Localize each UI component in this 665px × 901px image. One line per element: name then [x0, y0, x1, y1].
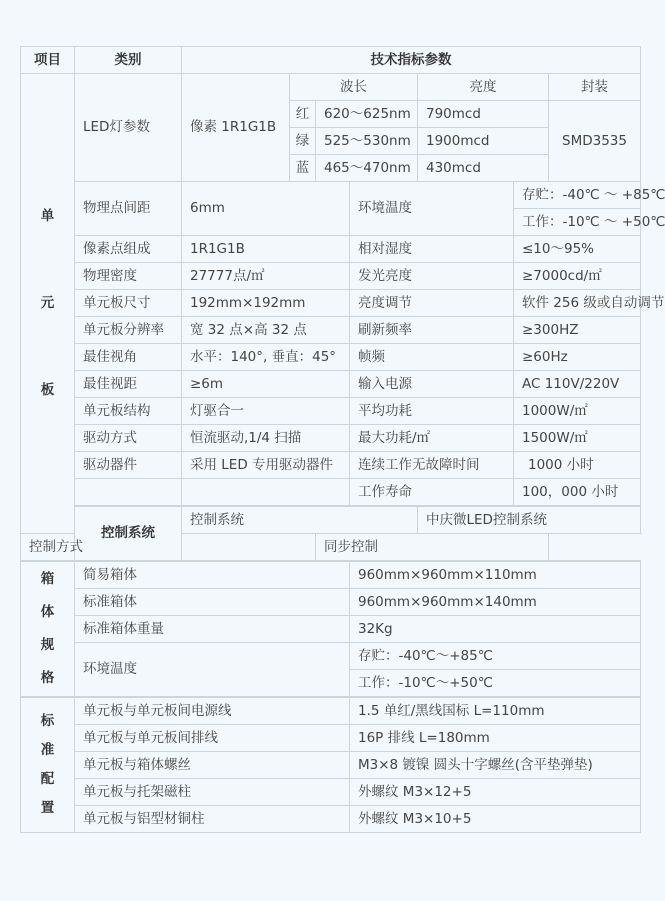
table-header-row: [21, 47, 641, 74]
cabinet-env-storage: 存贮：-40℃～+85℃: [350, 643, 641, 670]
life-label: 工作寿命: [350, 479, 514, 507]
led-params-label: LED灯参数: [75, 74, 182, 182]
spec-value: 192mm×192mm: [182, 290, 350, 317]
driver-label: 驱动器件: [75, 452, 182, 479]
table-row: [21, 561, 641, 589]
col-brightness: 亮度: [418, 74, 549, 101]
spec-key: 最佳视距: [75, 371, 182, 398]
table-row: [21, 344, 641, 371]
spec-key: 标准箱体重量: [75, 616, 350, 643]
spec-value: 水平：140°, 垂直：45°: [182, 344, 350, 371]
spec-value: 宽 32 点×高 32 点: [182, 317, 350, 344]
wavelength-green: 525～530nm: [316, 128, 418, 155]
spec-key: 单元板分辨率: [75, 317, 182, 344]
spec-key: 最佳视角: [75, 344, 182, 371]
spec-value: 960mm×960mm×140mm: [350, 589, 641, 616]
table-row: [21, 806, 641, 833]
spec-key: 标准箱体: [75, 589, 350, 616]
table-row: [21, 317, 641, 344]
table-row: [21, 589, 641, 616]
header-category: 类别: [75, 47, 182, 74]
color-red: 红: [290, 101, 316, 128]
table-row: [21, 182, 641, 209]
table-row: [21, 752, 641, 779]
spec-key: 物理密度: [75, 263, 182, 290]
package-value: SMD3535: [549, 101, 641, 182]
pitch-label: 物理点间距: [75, 182, 182, 236]
table-row: [21, 290, 641, 317]
spec-value: 外螺纹 M3×12+5: [350, 779, 641, 806]
spec-value: 16P 排线 L=180mm: [350, 725, 641, 752]
mtbf-label: 连续工作无故障时间: [350, 452, 514, 479]
spec-key: 单元板与单元板间电源线: [75, 697, 350, 725]
spec-value: ≤10～95%: [514, 236, 641, 263]
table-row: [21, 398, 641, 425]
driver-value: 采用 LED 专用驱动器件: [182, 452, 350, 479]
color-blue: 蓝: [290, 155, 316, 182]
spec-key: 平均功耗: [350, 398, 514, 425]
table-row: [21, 263, 641, 290]
color-green: 绿: [290, 128, 316, 155]
spec-key: 最大功耗/㎡: [350, 425, 514, 452]
table-row: [21, 479, 641, 507]
spec-value: 960mm×960mm×110mm: [350, 561, 641, 589]
spec-value: 1R1G1B: [182, 236, 350, 263]
wavelength-blue: 465～470nm: [316, 155, 418, 182]
table-row: [21, 371, 641, 398]
brightness-red: 790mcd: [418, 101, 549, 128]
spec-value: ≥7000cd/㎡: [514, 263, 641, 290]
env-temp-storage: 存贮：-40℃ ～ +85℃: [514, 182, 641, 209]
section-unit-board: 单 元 板: [21, 74, 75, 534]
brightness-green: 1900mcd: [418, 128, 549, 155]
spec-key: 单元板与单元板间排线: [75, 725, 350, 752]
brightness-blue: 430mcd: [418, 155, 549, 182]
env-temp-label: 环境温度: [350, 182, 514, 236]
section-standard: 标 准 配 置: [21, 697, 75, 833]
spec-value: ≥300HZ: [514, 317, 641, 344]
env-temp-work: 工作：-10℃ ～ +50℃: [514, 209, 641, 236]
spec-value: ≥6m: [182, 371, 350, 398]
table-row: [21, 643, 641, 670]
spec-value: 1500W/㎡: [514, 425, 641, 452]
spec-value: 27777点/㎡: [182, 263, 350, 290]
spec-key: 控制方式: [21, 534, 316, 562]
table-row: [21, 779, 641, 806]
spec-value: 中庆微LED控制系统: [418, 506, 641, 534]
spec-key: 相对湿度: [350, 236, 514, 263]
led-pixel: 像素 1R1G1B: [182, 74, 290, 182]
pitch-value: 6mm: [182, 182, 350, 236]
spec-key: 单元板尺寸: [75, 290, 182, 317]
header-spec: 技术指标参数: [182, 47, 641, 74]
spec-value: 软件 256 级或自动调节: [514, 290, 641, 317]
spec-key: 亮度调节: [350, 290, 514, 317]
table-row: [21, 616, 641, 643]
life-value: 100，000 小时: [514, 479, 641, 507]
empty-cell: [75, 479, 182, 507]
spec-value: 1.5 单红/黑线国标 L=110mm: [350, 697, 641, 725]
spec-key: 发光亮度: [350, 263, 514, 290]
spec-key: 驱动方式: [75, 425, 182, 452]
spec-key: 单元板与铝型材铜柱: [75, 806, 350, 833]
section-control: 控制系统: [75, 506, 182, 561]
wavelength-red: 620～625nm: [316, 101, 418, 128]
spec-key: 简易箱体: [75, 561, 350, 589]
spec-value: 同步控制: [316, 534, 549, 562]
spec-key: 像素点组成: [75, 236, 182, 263]
cabinet-env-label: 环境温度: [75, 643, 350, 698]
spec-key: 单元板结构: [75, 398, 182, 425]
table-row: [21, 697, 641, 725]
header-item: 项目: [21, 47, 75, 74]
spec-value: 1000W/㎡: [514, 398, 641, 425]
cabinet-env-work: 工作：-10℃～+50℃: [350, 670, 641, 698]
mtbf-value: 1000 小时: [514, 452, 641, 479]
spec-value: 外螺纹 M3×10+5: [350, 806, 641, 833]
spec-table: [20, 46, 665, 833]
empty-cell: [182, 479, 350, 507]
section-cabinet: 箱 体 规 格: [21, 561, 75, 697]
table-row: [21, 74, 641, 101]
table-row: [21, 506, 641, 534]
table-row: [21, 236, 641, 263]
spec-value: 32Kg: [350, 616, 641, 643]
col-wavelength: 波长: [290, 74, 418, 101]
spec-value: 灯驱合一: [182, 398, 350, 425]
spec-key: 帧频: [350, 344, 514, 371]
spec-value: ≥60Hz: [514, 344, 641, 371]
table-row: [21, 425, 641, 452]
col-package: 封装: [549, 74, 641, 101]
spec-value: M3×8 镀镍 圆头十字螺丝(含平垫弹垫): [350, 752, 641, 779]
spec-key: 刷新频率: [350, 317, 514, 344]
spec-key: 输入电源: [350, 371, 514, 398]
spec-value: AC 110V/220V: [514, 371, 641, 398]
spec-key: 控制系统: [182, 506, 418, 534]
spec-key: 单元板与托架磁柱: [75, 779, 350, 806]
spec-key: 单元板与箱体螺丝: [75, 752, 350, 779]
spec-value: 恒流驱动,1/4 扫描: [182, 425, 350, 452]
table-row: [21, 725, 641, 752]
